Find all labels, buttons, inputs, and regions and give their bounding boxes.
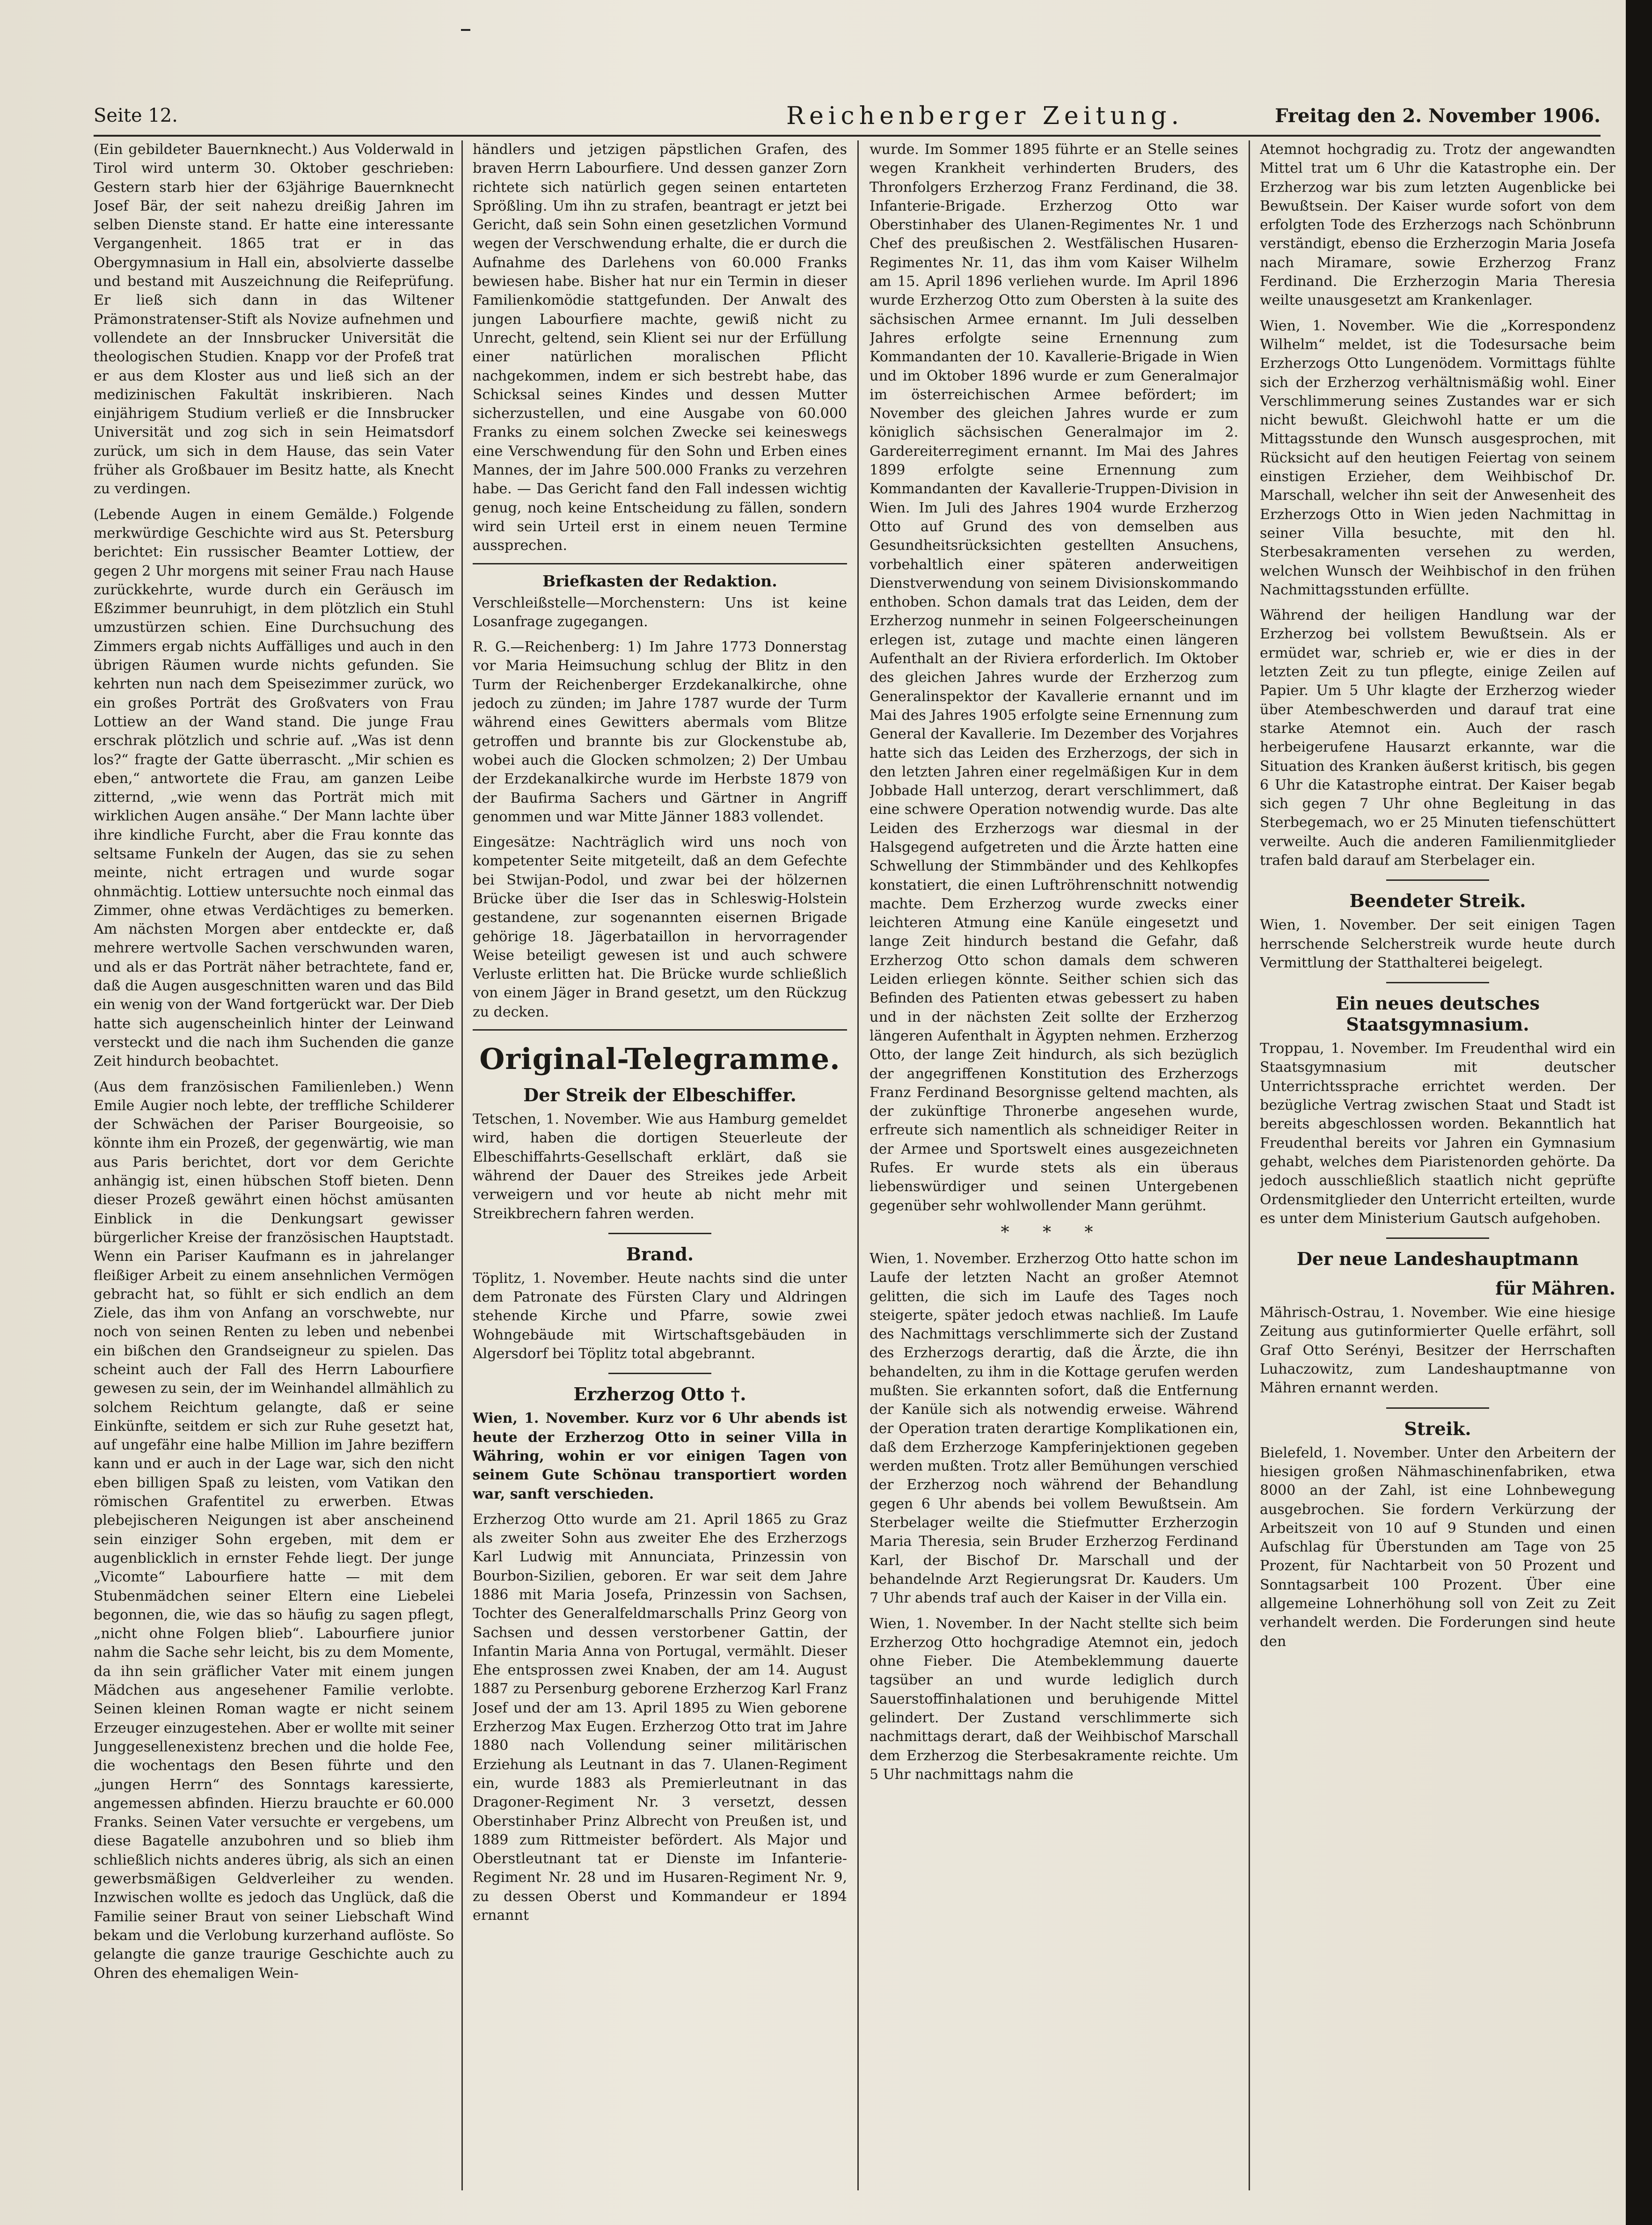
section-divider: [473, 563, 847, 564]
column-rule: [857, 140, 859, 2190]
otto-biography: Erzherzog Otto wurde am 21. April 1865 zu Graz als zweiter Sohn aus zweiter Ehe des Erzherzogs Karl Ludwig mit Annunciata, Prinzessin von Bourbon-Sizilien, geboren. Er war seit dem Jahre 1886 mit Maria Josefa, Prinzessin von Sachsen, Tochter des Generalfeldmarschalls Prinz Georg von Sachsen und dessen verstorbener Gattin, der Infantin Maria Anna von Portugal, vermählt. Dieser Ehe entsprossen zwei Knaben, der am 14. August 1887 zu Persenburg geborene Erzherzog Karl Franz Josef und der am 13. April 1895 zu Wien geborene Erzherzog Max Eugen. Erzherzog Otto trat im Jahre 1880 nach Vollendung seiner militärischen Erziehung als Leutnant in das 7. Ulanen-Regiment ein, wurde 1883 als Premierleutnant in das Dragoner-Regiment Nr. 3 versetzt, dessen Oberstinhaber Prinz Albrecht von Preußen ist, und 1889 zum Rittmeister befördert. Als Major und Oberstleutnant tat er Dienste im Infanterie-Regiment Nr. 28 und im Husaren-Regiment Nr. 9, zu dessen Oberst und Kommandeur er 1894 ernannt: [473, 1511, 847, 1924]
briefkasten-entry: Verschleißstelle—Morchenstern: Uns ist keine Losanfrage zugegangen.: [473, 594, 847, 630]
bielefeld-strike-article: Bielefeld, 1. November. Unter den Arbeitern der hiesigen großen Nähmaschinenfabriken, etwa 8000 an der Zahl, ist eine Lohnbewegung ausgebrochen. Sie fordern Verkürzung der Arbeitszeit von 10 auf 9 Stunden und einen Aufschlag für Überstunden am Tage von 25 Prozent, für Nachtarbeit von 50 Prozent und Sonntagsarbeit 100 Prozent. Über eine allgemeine Lohnerhöhung soll von Zeit zu Zeit verhandelt werden. Die Forderungen sind heute den: [1260, 1444, 1615, 1650]
landeshauptmann-heading-2: für Mähren.: [1495, 1278, 1615, 1299]
article-bauernknecht: (Ein gebildeter Bauernknecht.) Aus Volderwald in Tirol wird unterm 30. Oktober geschrieben: Gestern starb hier der 63jährige Bauernknecht Josef Bär, der seit nahezu dreißig Jahren im selben Dienste stand. Er hatte eine interessante Vergangenheit. 1865 trat er in das Obergymnasium in Hall ein, absolvierte dasselbe und bestand mit Auszeichnung die Reifeprüfung. Er ließ sich dann in das Wiltener Prämonstratenser-Stift als Novize aufnehmen und vollendete an der Innsbrucker Universität die theologischen Studien. Knapp vor der Profeß trat er aus dem Kloster aus und ließ sich an der medizinischen Fakultät inskribieren. Nach einjährigem Studium verließ er die Innsbrucker Universität und zog sich in sein Heimatsdorf zurück, um sich in dem Hause, das sein Vater früher als Großbauer im Besitz hatte, als Knecht zu verdingen.: [94, 141, 454, 498]
divider: [1386, 1407, 1489, 1409]
briefkasten-entry: R. G.—Reichenberg: 1) Im Jahre 1773 Donnerstag vor Maria Heimsuchung schlug der Blitz in den Turm der Reichenberger Erzdekanalkirche, ohne jedoch zu zünden; im Jahre 1787 wurde der Turm während eines Gewitters abermals vom Blitze getroffen und brannte bis zur Glockenstube ab, wobei auch die Glocken schmolzen; 2) Der Umbau der Erzdekanalkirche wurde im Herbste 1879 von der Baufirma Sachers und Gärtner in Angriff genommen und war Mitte Jänner 1883 vollendet.: [473, 639, 847, 825]
otto-biography-cont: wurde. Im Sommer 1895 führte er an Stelle seines wegen Krankheit verhinderten Bruders, des Thronfolgers Erzherzog Franz Ferdinand, die 38. Infanterie-Brigade. Erzherzog Otto war Oberstinhaber des Ulanen-Regimentes Nr. 1 und Chef des preußischen 2. Westfälischen Husaren-Regimentes Nr. 11, das ihm vom Kaiser Wilhelm am 15. April 1896 verliehen wurde. Im April 1896 wurde Erzherzog Otto zum Obersten à la suite des sächsischen Armee ernannt. Im Juli desselben Jahres erfolgte seine Ernennung zum Kommandanten der 10. Kavallerie-Brigade in Wien und im Oktober 1896 wurde er zum Generalmajor im österreichischen Armee befördert; im November des gleichen Jahres wurde er zum königlich sächsischen Generalmajor im 2. Gardereiterregiment ernannt. Im Mai des Jahres 1899 erfolgte seine Ernennung zum Kommandanten der Kavallerie-Truppen-Division in Wien. Im Juli des Jahres 1904 wurde Erzherzog Otto auf Grund des von demselben aus Gesundheitsrücksichten gestellten Ansuchens, vorbehaltlich einer späteren anderweitigen Dienstverwendung von seinem Divisionskommando enthoben. Schon damals trat das Leiden, dem der Erzherzog nunmehr in seinen Folgeerscheinungen erlegen ist, zutage und machte einen längeren Aufenthalt an der Riviera erforderlich. Im Oktober des gleichen Jahres wurde der Erzherzog zum Generalinspektor der Kavallerie ernannt und im Mai des Jahres 1905 erfolgte seine Ernennung zum General der Kavallerie. Im Dezember des Vorjahres hatte sich das Leiden des Erzherzogs, der sich in den letzten Jahren einer regelmäßigen Kur in dem Jobbade Hall unterzog, derart verschlimmert, daß eine schwere Operation notwendig wurde. Das alte Leiden des Erzherzogs war diesmal in der Halsgegend aufgetreten und die Ärzte hatten eine Schwellung der Stimmbänder und des Kehlkopfes konstatiert, die einen Luftröhrenschnitt notwendig machte. Dem Erzherzog wurde zwecks einer leichteren Atmung eine Kanüle eingesetzt und lange Zeit hindurch bestand die Gefahr, daß Erzherzog Otto schon damals dem schweren Leiden erliegen könnte. Seither schien sich das Befinden des Patienten etwas gebessert zu haben und in der nächsten Zeit sollte der Erzherzog längeren Aufenthalt in Ägypten nehmen. Erzherzog Otto, der lange Zeit hindurch, als sich bezüglich der angegriffenen Konstitution des Erzherzogs Franz Ferdinand Besorgnisse geltend machten, als der zukünftige Thronerbe angesehen wurde, erfreute sich namentlich als schneidiger Reiter in der Armee und Sportswelt eines ausgezeichneten Rufes. Er wurde stets als ein überaus liebenswürdiger und seinen Untergebenen gegenüber sehr wohlwollender Mann gerühmt.: [870, 141, 1238, 1214]
otto-lead: Wien, 1. November. Kurz vor 6 Uhr abends ist heute der Erzherzog Otto in seiner Villa in Währing, wohin er vor einigen Tagen von seinem Gute Schönau transportiert worden war, sanft verschieden.: [473, 1410, 847, 1502]
newspaper-title: Reichenberger Zeitung.: [786, 102, 1184, 130]
otto-report-4: Während der heiligen Handlung war der Erzherzog bei vollstem Bewußtsein. Als er ermüdet war, schrieb er, wie er dies in der letzten Zeit zu tun pflegte, einige Zeilen auf Papier. Um 5 Uhr klagte der Erzherzog wieder über Atembeschwerden und darauf trat eine starke Atemnot ein. Auch der rasch herbeigerufene Hausarzt erkannte, war die Situation des Kranken äußerst kritisch, bis gegen 6 Uhr die Katastrophe eintrat. Der Kaiser begab sich gegen 7 Uhr ohne Begleitung in das Sterbegemach, wo er 25 Minuten tiefenschüttert verweilte. Auch die anderen Familienmitglieder trafen bald darauf am Sterbelager ein.: [1260, 607, 1615, 869]
column-rule: [1249, 140, 1250, 2190]
column-1: [94, 140, 454, 2214]
bielefeld-strike-heading: Streik.: [1404, 1418, 1471, 1439]
column-2: [473, 140, 847, 2214]
divider: [1386, 982, 1489, 983]
issue-date: Freitag den 2. November 1906.: [1275, 105, 1601, 127]
article-lebende-augen: (Lebende Augen in einem Gemälde.) Folgende merkwürdige Geschichte wird aus St. Petersburg berichtet: Ein russischer Beamter Lottiew, der gegen 2 Uhr morgens mit seiner Frau nach Hause zurückkehrte, wurde durch ein Geräusch im Eßzimmer beunruhigt, in dem plötzlich ein Stuhl umzustürzen schien. Eine Durchsuchung des Zimmers ergab nichts Auffälliges und auch in den übrigen Räumen wurde nichts gefunden. Sie kehrten nun nach dem Speisezimmer zurück, wo ein großes Porträt des Großvaters von Frau Lottiew an der Wand stand. Die junge Frau erschrak plötzlich und schrie auf. „Was ist denn los?“ fragte der Gatte überrascht. „Mir schien es eben,“ antwortete die Frau, am ganzen Leibe zitternd, „wie wenn das Porträt mich mit wirklichen Augen ansähe.“ Der Mann lachte über ihre kindliche Furcht, aber die Frau konnte das seltsame Funkeln der Augen, das sie zu sehen meinte, nicht ertragen und wurde sogar ohnmächtig. Lottiew untersuchte noch einmal das Zimmer, ohne etwas Verdächtiges zu bemerken. Am nächsten Morgen aber entdeckte er, daß mehrere wertvolle Sachen verschwunden waren, und als er das Porträt näher betrachtete, fand er, daß die Augen ausgeschnitten waren und das Bild ein wenig von der Wand fortgerückt war. Der Dieb hatte sich augenscheinlich hinter der Leinwand versteckt und die nach ihm Suchenden die ganze Zeit hindurch beobachtet.: [94, 506, 454, 1070]
landeshauptmann-article: Mährisch-Ostrau, 1. November. Wie eine hiesige Zeitung aus gutinformierter Quelle erfährt, soll Graf Otto Serényi, Besitzer der Herrschaften Luhaczowitz, zum Landeshauptmanne von Mähren ernannt werden.: [1260, 1304, 1615, 1397]
divider: [608, 1373, 711, 1374]
fire-article: Töplitz, 1. November. Heute nachts sind die unter dem Patronate des Fürsten Clary und Aldringen stehende Kirche und Pfarre, sowie zwei Wohngebäude mit Wirtschaftsgebäuden in Algersdorf bei Töplitz total abgebrannt.: [473, 1270, 847, 1362]
gymnasium-heading: Ein neues deutsches Staatsgymnasium.: [1335, 993, 1540, 1035]
page-header: [94, 102, 1601, 137]
otto-heading: Erzherzog Otto †.: [573, 1383, 746, 1405]
briefkasten-heading: Briefkasten der Redaktion.: [542, 571, 777, 590]
strike-heading: Der Streik der Elbeschiffer.: [523, 1084, 797, 1106]
asterism: * * *: [1001, 1222, 1107, 1242]
column-4: [1260, 140, 1615, 2214]
divider: [1386, 1237, 1489, 1239]
fire-heading: Brand.: [626, 1243, 694, 1265]
otto-report-1: Wien, 1. November. Erzherzog Otto hatte schon im Laufe der letzten Nacht an großer Atemnot gelitten, die sich im Laufe des Tages noch steigerte, später jedoch etwas nachließ. Im Laufe des Nachmittags verschlimmerte sich der Zustand des Erzherzogs derartig, daß die Ärzte, die ihn behandelten, zu ihm in die Kottage gerufen werden mußten. Sie erkannten sofort, daß die Entfernung der Kanüle sich als notwendig erweise. Während der Operation traten derartige Komplikationen ein, daß dem Erzherzoge Kampferinjektionen gegeben werden mußten. Trotz aller Bemühungen verschied der Erzherzog noch während der Behandlung gegen 6 Uhr abends bei vollem Bewußtsein. Am Sterbelager weilte die Stiefmutter Erzherzogin Maria Theresia, sein Bruder Erzherzog Ferdinand Karl, der Bischof Dr. Marschall und der behandelnde Arzt Regierungsrat Dr. Kauders. Um 7 Uhr abends traf auch der Kaiser in der Villa ein.: [870, 1250, 1238, 1607]
ended-strike-heading: Beendeter Streik.: [1349, 890, 1526, 912]
otto-report-3: Wien, 1. November. Wie die „Korrespondenz Wilhelm“ meldet, ist die Todesursache beim Erzherzogs Otto Lungenödem. Vormittags fühlte sich der Erzherzog verhältnismäßig wohl. Einer Verschlimmerung seines Zustandes war er sich nicht bewußt. Gleichwohl hatte er um die Mittagsstunde den Wunsch ausgesprochen, mit Rücksicht auf den heutigen Feiertag von seinem einstigen Erzieher, dem Weihbischof Dr. Marschall, welcher ihn seit der Anwesenheit des Erzherzogs Otto in Wien jeden Nachmittag in seiner Villa besuchte, mit den hl. Sterbesakramenten versehen zu werden, welchen Wunsch der Weihbischof in den frühen Nachmittagsstunden erfüllte.: [1260, 317, 1615, 598]
briefkasten-entry: Eingesätze: Nachträglich wird uns noch von kompetenter Seite mitgeteilt, daß an dem Gefechte bei Stwijan-Podol, und zwar bei der hölzernen Brücke über die Iser das in Schleswig-Holstein gestandene, zur sogenannten eisernen Brigade gehörige 18. Jägerbataillon in hervorragender Weise beteiligt gewesen ist und auch schwere Verluste erlitten hat. Die Brücke wurde schließlich von einem Jäger in Brand gesetzt, um den Rückzug zu decken.: [473, 834, 847, 1020]
otto-report-2: Wien, 1. November. In der Nacht stellte sich beim Erzherzog Otto hochgradige Atemnot ein, jedoch ohne Fieber. Die Atembeklemmung dauerte tagsüber an und wurde lediglich durch Sauerstoffinhalationen und beruhigende Mittel gelindert. Der Zustand verschlimmerte sich nachmittags derart, daß der Weihbischof Marschall dem Erzherzog die Sterbesakramente reichte. Um 5 Uhr nachmittags nahm die: [870, 1615, 1238, 1783]
article-continuation: händlers und jetzigen päpstlichen Grafen, des braven Herrn Labourfiere. Und dessen ganzer Zorn richtete sich natürlich gegen seinen entarteten Sprößling. Um ihn zu strafen, beantragt er jetzt bei Gericht, daß sein Sohn einen gesetzlichen Vormund wegen der Verschwendung erhalte, die er durch die Aufnahme des Darlehens von 60.000 Franks bewiesen habe. Bisher hat nur ein Termin in dieser Familienkomödie stattgefunden. Der Anwalt des jungen Labourfiere machte, gewiß nicht zu Unrecht, geltend, sein Klient sei nur der Erfüllung einer natürlichen moralischen Pflicht nachgekommen, indem er sich bestrebt habe, das Schicksal seines Kindes und dessen Mutter sicherzustellen, und eine Ausgabe von 60.000 Franks zu einem solchen Zwecke sei keineswegs eine Verschwendung für den Sohn und Erben eines Mannes, der im Jahre 500.000 Franks zu verzehren habe. — Das Gericht fand den Fall indessen wichtig genug, noch keine Entscheidung zu fällen, sondern wird sein Urteil erst in einem neuen Termine aussprechen.: [473, 141, 847, 554]
ended-strike-article: Wien, 1. November. Der seit einigen Tagen herrschende Selcherstreik wurde heute durch Vermittlung der Statthalterei beigelegt.: [1260, 917, 1615, 971]
telegrams-heading: Original-Telegramme.: [479, 1042, 841, 1076]
column-3: [870, 140, 1238, 2214]
article-familienleben: (Aus dem französischen Familienleben.) Wenn Emile Augier noch lebte, der treffliche Schilderer der Schwächen der Pariser Bourgeoisie, so könnte ihm ein Prozeß, der gegenwärtig, wie man aus Paris berichtet, dort vor dem Gerichte anhängig ist, einen hübschen Stoff bieten. Denn dieser Prozeß gewährt einen höchst amüsanten Einblick in die Denkungsart gewisser bürgerlicher Kreise der französischen Hauptstadt. Wenn ein Pariser Kaufmann es in jahrelanger fleißiger Arbeit zu einem ansehnlichen Vermögen gebracht hat, so fühlt er sich endlich an dem Ziele, das ihm von Anfang an vorschwebte, nur noch von seinen Renten zu leben und nebenbei ein bißchen den Grandseigneur zu spielen. Das scheint auch der Fall des Herrn Labourfiere gewesen zu sein, der im Weinhandel allmählich zu solchem Reichtum gelangte, daß er seine Einkünfte, seitdem er sich zur Ruhe gesetzt hat, auf ungefähr eine halbe Million im Jahre beziffern kann und er auch in der Lage war, sich den nicht eben billigen Spaß zu leisten, vom Vatikan den römischen Grafentitel zu erwerben. Etwas plebejischeren Neigungen ist aber anscheinend sein einziger Sohn ergeben, mit dem er augenblicklich in ernster Fehde liegt. Der junge „Vicomte“ Labourfiere hatte — mit dem Stubenmädchen seiner Eltern eine Liebelei begonnen, die, wie das so häufig zu sagen pflegt, „nicht ohne Folgen blieb“. Labourfiere junior nahm die Sache sehr leicht, bis zu dem Momente, da ihn sein gräflicher Vater mit einem jungen Mädchen aus angesehener Familie verlobte. Seinen kleinen Roman wagte er nicht seinem Erzeuger einzugestehen. Aber er wollte mit seiner Junggesellenexistenz brechen und die holde Fee, die wochentags den Besen führte und den „jungen Herrn“ des Sonntags karessierte, angemessen abfinden. Hierzu brauchte er 60.000 Franks. Seinen Vater versuchte er vergebens, um diese Bagatelle anzubohren und so blieb ihm schließlich nichts anderes übrig, als sich an einen gewerbsmäßigen Geldverleiher zu wenden. Inzwischen wollte es jedoch das Unglück, daß die Familie seiner Braut von seiner Liebschaft Wind bekam und die Verlobung kurzerhand auflöste. So gelangte die ganze traurige Geschichte auch zu Ohren des ehemaligen Wein-: [94, 1078, 454, 1982]
divider: [1386, 879, 1489, 881]
otto-report-cont: Atemnot hochgradig zu. Trotz der angewandten Mittel trat um 6 Uhr die Katastrophe ein. Der Erzherzog war bis zum letzten Augenblicke bei Bewußtsein. Der Kaiser wurde sofort von dem erfolgten Tode des Erzherzogs nach Schönbrunn verständigt, ebenso die Erzherzogin Maria Josefa nach Miramare, sowie Erzherzog Franz Ferdinand. Die Erzherzogin Maria Theresia weilte unausgesetzt am Krankenlager.: [1260, 141, 1615, 309]
gymnasium-article: Troppau, 1. November. Im Freudenthal wird ein Staatsgymnasium mit deutscher Unterrichtssprache errichtet werden. Der bezügliche Vertrag zwischen Staat und Stadt ist bereits abgeschlossen worden. Bekanntlich hat Freudenthal bereits vor Jahren ein Gymnasium gehabt, welches dem Piaristenorden gehörte. Da jedoch ausschließlich staatlich nicht geprüfte Ordensmitglieder den Unterricht erteilten, wurde es unter dem Ministerium Gautsch aufgehoben.: [1260, 1040, 1615, 1227]
section-divider: [473, 1029, 847, 1031]
top-mark: [461, 29, 470, 31]
landeshauptmann-heading: Der neue Landeshauptmann: [1296, 1248, 1579, 1270]
strike-article: Tetschen, 1. November. Wie aus Hamburg gemeldet wird, haben die dortigen Steuerleute der Elbeschiffahrts-Gesellschaft erklärt, daß sie während der Dauer des Streikes jede Arbeit verweigern und vor heute ab nicht mehr mit Streikbrechern fahren werden.: [473, 1111, 847, 1222]
page-edge: [1626, 0, 1652, 2225]
page-number: Seite 12.: [94, 105, 178, 126]
column-rule: [461, 140, 463, 2190]
divider: [608, 1233, 711, 1234]
